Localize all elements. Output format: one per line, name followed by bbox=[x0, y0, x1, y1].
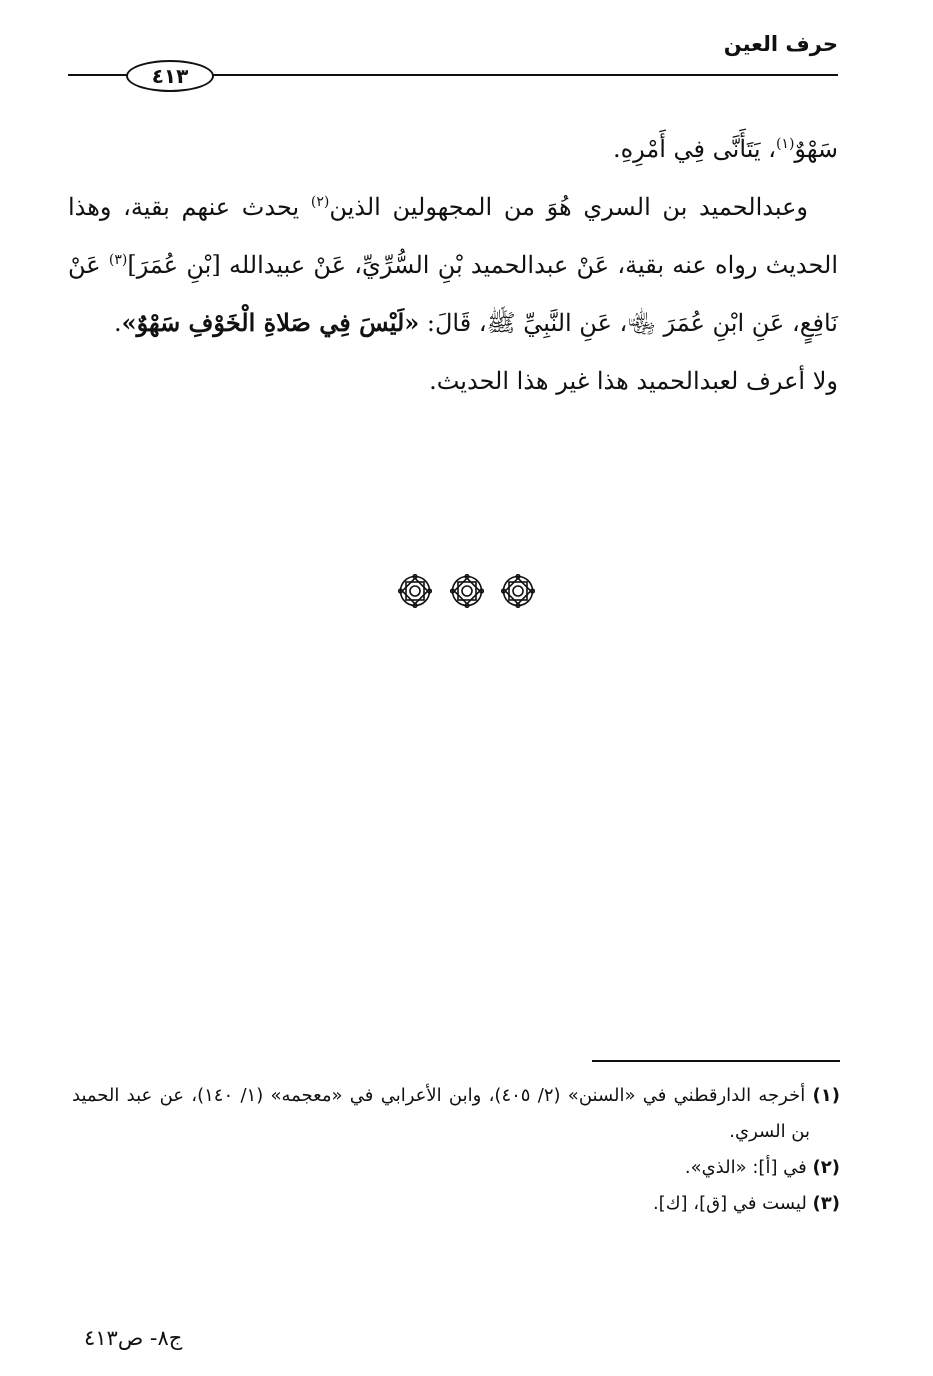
footnote-3 bbox=[72, 1186, 840, 1222]
footnote-2 bbox=[72, 1150, 840, 1186]
footnote-text: أخرجه الدارقطني في «السنن» (٢/ ٤٠٥)، وابن الأعرابي في «معجمه» (١/ ١٤٠)، عن عبد الحميد بن السري. bbox=[72, 1085, 810, 1142]
paragraph-closing: ولا أعرف لعبدالحميد هذا غير هذا الحديث. bbox=[429, 367, 838, 395]
main-text bbox=[68, 120, 838, 410]
rosette-icon bbox=[398, 574, 432, 608]
footnote-marker-3[interactable]: (٣) bbox=[108, 252, 128, 268]
paragraph-narration bbox=[68, 178, 838, 352]
chapter-title: حرف العين bbox=[723, 32, 838, 56]
narration-part-2: يحدث عنهم بقية، وهذا الحديث رواه عنه بقية، عَنْ عبدالحميد بْنِ السُّرِّيِّ، عَنْ عبيدالله [بْنِ عُمَرَ] bbox=[68, 193, 838, 279]
rosette-icon bbox=[450, 574, 484, 608]
word-sahw: سَهْوٌ bbox=[794, 135, 838, 163]
paragraph-continuation-text: ، يَتَأَنَّى فِي أَمْرِهِ. bbox=[612, 135, 776, 163]
footnote-text: في [أ]: «الذي». bbox=[684, 1157, 807, 1178]
page-number: ٤١٣ bbox=[126, 60, 214, 92]
footnote-marker-2[interactable]: (٢) bbox=[310, 194, 330, 210]
footnotes bbox=[72, 1078, 840, 1222]
footnote-text: ليست في [ق]، [ك]. bbox=[652, 1193, 807, 1214]
section-divider-ornaments bbox=[0, 574, 933, 612]
footnote-number: (٣) bbox=[812, 1193, 840, 1214]
page-reference: ج٨- ص٤١٣ bbox=[84, 1326, 183, 1350]
narration-part-1: وعبدالحميد بن السري هُوَ من المجهولين الذين bbox=[329, 193, 808, 221]
footnote-number: (٢) bbox=[812, 1157, 840, 1178]
narration-part-3: عَنْ نَافِعٍ، عَنِ ابْنِ عُمَرَ ﵄، عَنِ النَّبِيِّ ﷺ، قَالَ: bbox=[68, 251, 838, 337]
footnote-number: (١) bbox=[812, 1085, 840, 1106]
footnote-1 bbox=[72, 1078, 840, 1150]
rosette-icon bbox=[501, 574, 535, 608]
footnote-marker-1[interactable]: (١) bbox=[775, 136, 795, 152]
page-header bbox=[68, 30, 838, 90]
footnote-rule bbox=[592, 1060, 840, 1062]
narration-end: . bbox=[113, 309, 122, 337]
paragraph-continuation bbox=[68, 120, 838, 178]
hadith-text: «لَيْسَ فِي صَلاةِ الْخَوْفِ سَهْوٌ» bbox=[121, 308, 420, 337]
